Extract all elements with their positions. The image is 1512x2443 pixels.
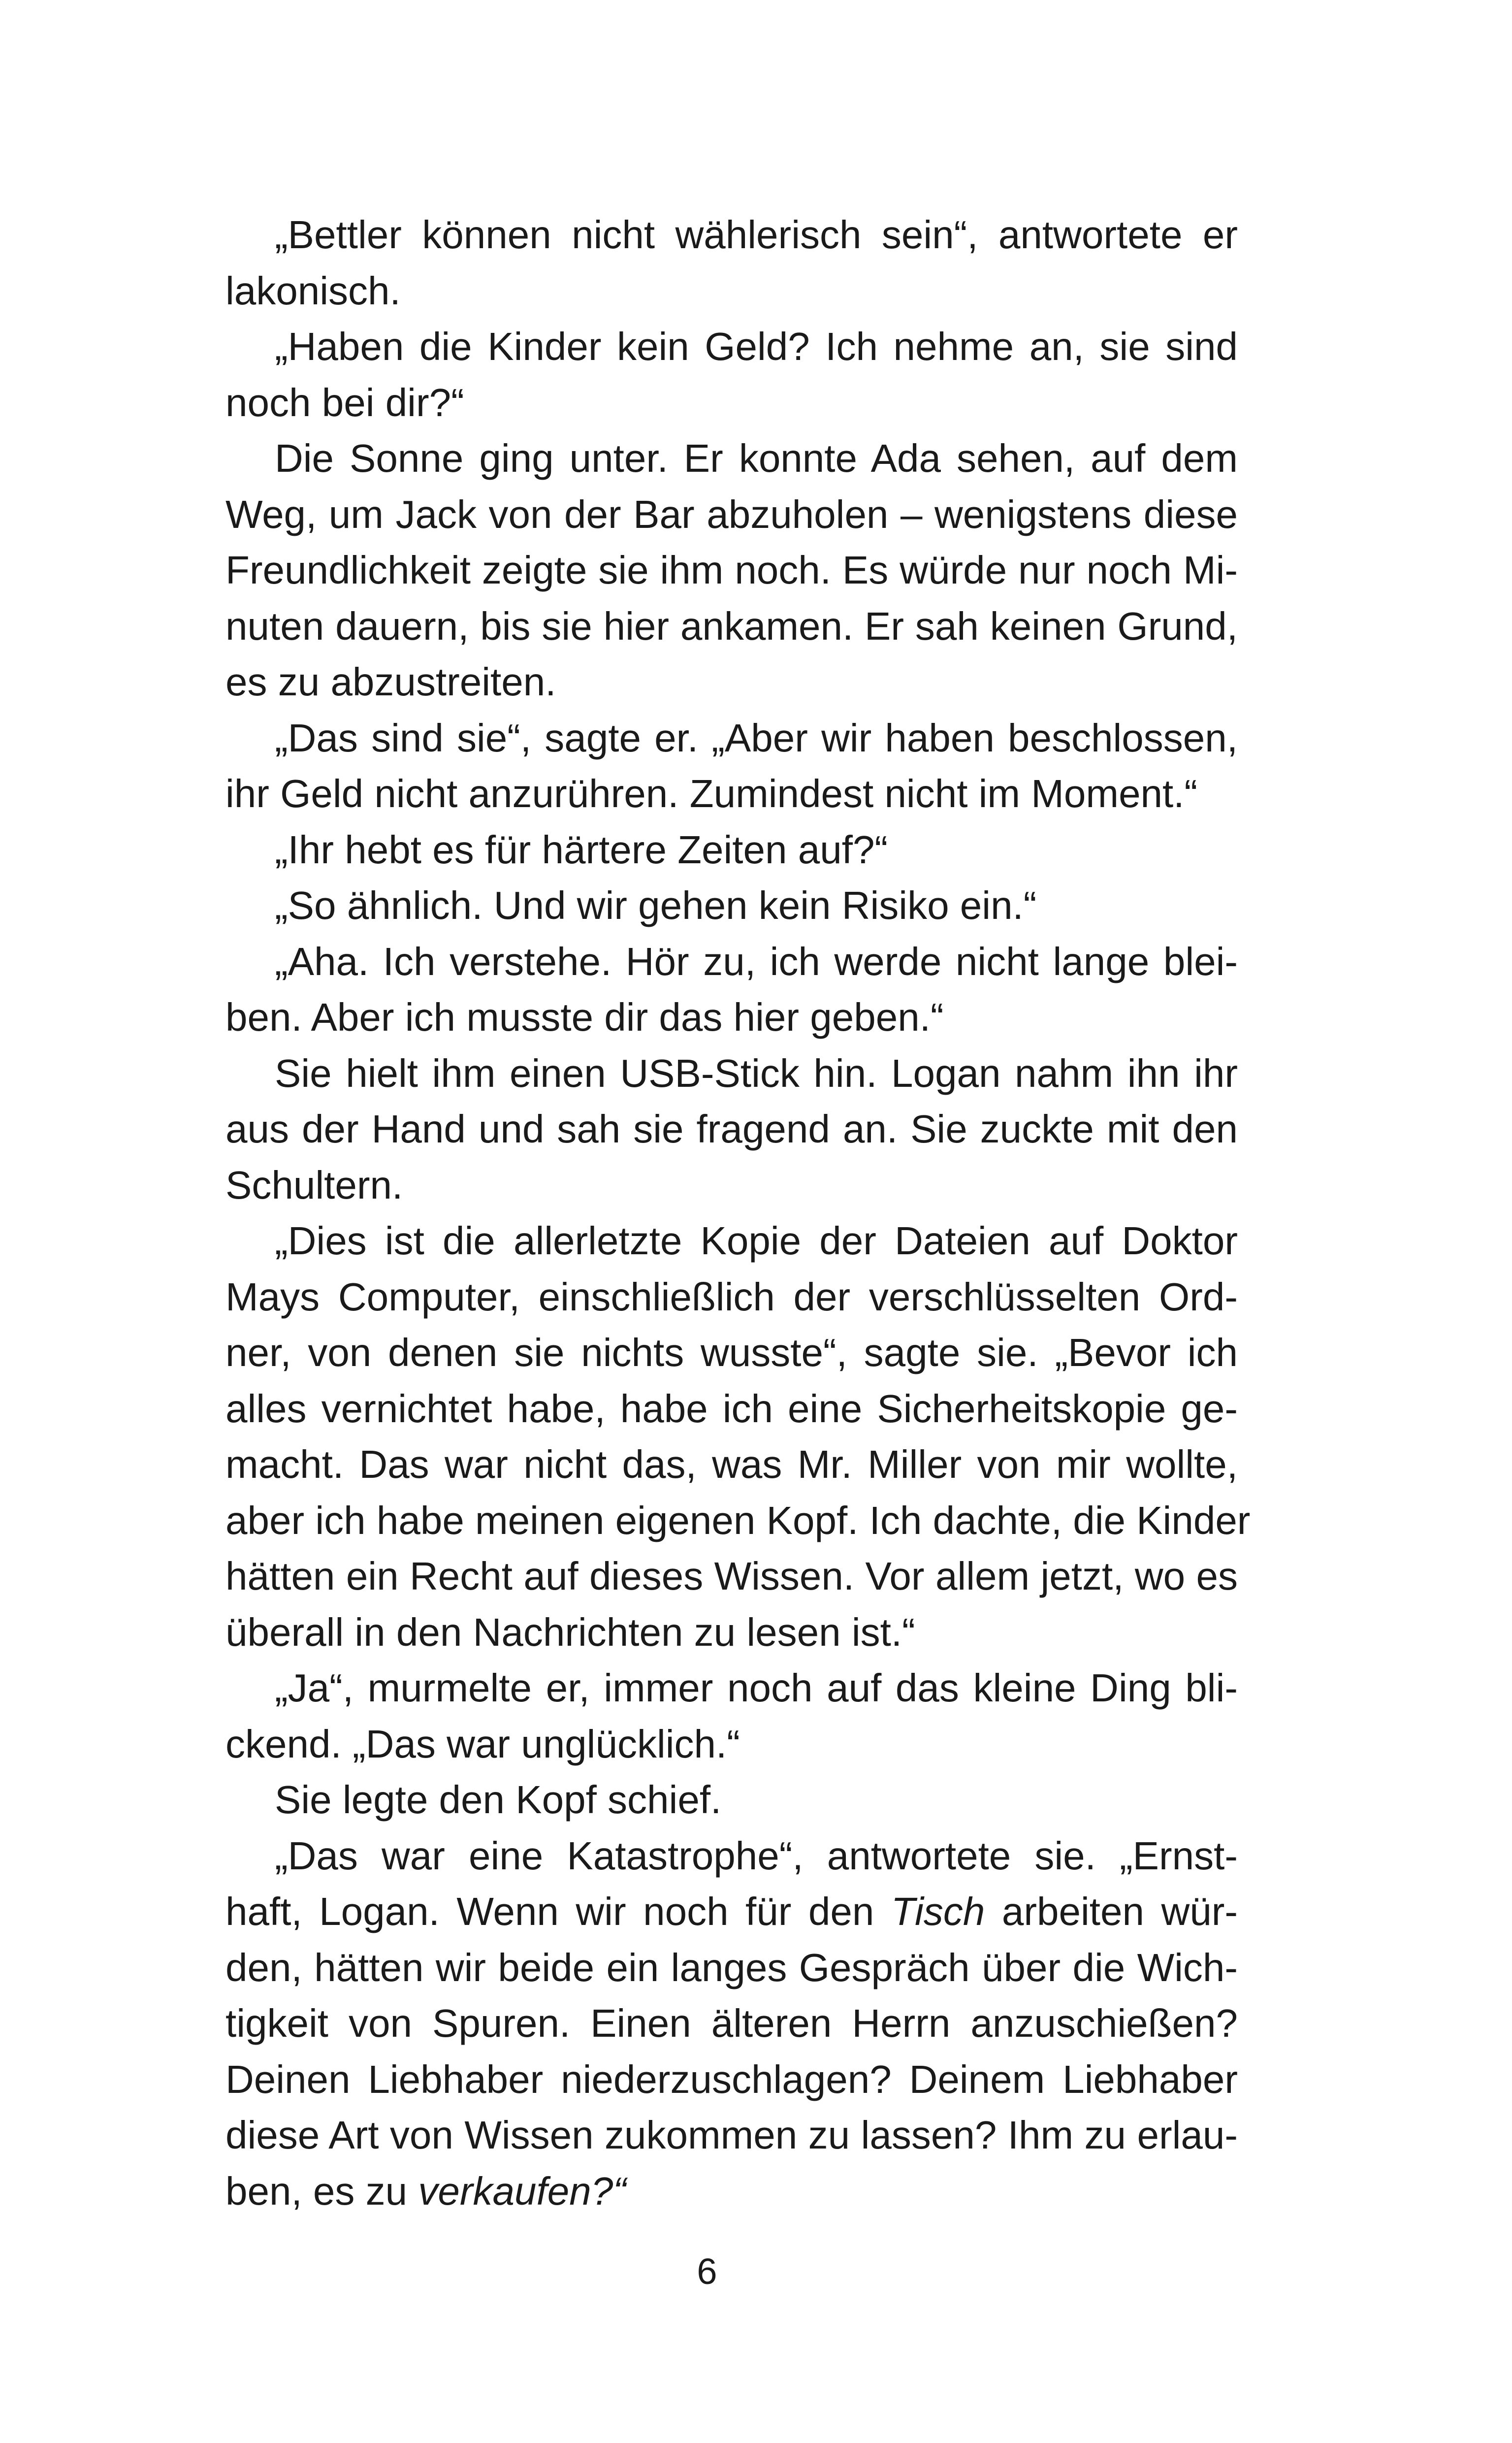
text-line: haft, Logan. Wenn wir noch für den Tisch arbeiten wür- [225, 1889, 1238, 1933]
paragraph [176, 1828, 1238, 2219]
text-line: ben, es zu verkaufen?“ [225, 2169, 626, 2213]
text-line: Sie hielt ihm einen USB-Stick hin. Logan nahm ihn ihr [275, 1051, 1238, 1095]
paragraph [176, 1045, 1238, 1213]
paragraph [176, 207, 1238, 319]
text-line: den, hätten wir beide ein langes Gespräch über die Wich- [225, 1945, 1238, 1989]
paragraph [176, 710, 1238, 822]
text-line: aus der Hand und sah sie fragend an. Sie zuckte mit den [225, 1107, 1238, 1151]
text-line: noch bei dir?“ [225, 380, 464, 424]
text-line: Deinen Liebhaber niederzuschlagen? Deinem Liebhaber [225, 2057, 1238, 2101]
text-line: macht. Das war nicht das, was Mr. Miller von mir wollte, [225, 1442, 1238, 1486]
paragraph [176, 319, 1238, 430]
text-line: es zu abzustreiten. [225, 660, 556, 704]
text-line: Schultern. [225, 1163, 403, 1207]
paragraph [176, 430, 1238, 710]
text-line: tigkeit von Spuren. Einen älteren Herrn anzuschießen? [225, 2001, 1238, 2045]
italic-text: Tisch [891, 1889, 985, 1933]
text-line: „Das war eine Katastrophe“, antwortete sie. „Ernst- [275, 1833, 1238, 1878]
text-line: Freundlichkeit zeigte sie ihm noch. Es würde nur noch Mi- [225, 548, 1238, 592]
paragraph [176, 878, 1238, 934]
text-line: ben. Aber ich musste dir das hier geben.“ [225, 995, 944, 1039]
text-line: ner, von denen sie nichts wusste“, sagte sie. „Bevor ich [225, 1331, 1238, 1374]
italic-text: verkaufen?“ [418, 2169, 626, 2213]
text-line: Mays Computer, einschließlich der verschlüsselten Ord- [225, 1274, 1238, 1319]
paragraph [176, 1660, 1238, 1772]
text-line: „Bettler können nicht wählerisch sein“, antwortete er [275, 213, 1238, 257]
paragraph [176, 1772, 1238, 1828]
text-line: „Dies ist die allerletzte Kopie der Dateien auf Doktor [275, 1219, 1238, 1263]
text-line: lakonisch. [225, 268, 401, 313]
text-line: „Ja“, murmelte er, immer noch auf das kleine Ding bli- [275, 1666, 1238, 1710]
text-line: „Haben die Kinder kein Geld? Ich nehme an, sie sind [275, 325, 1238, 368]
text-line: „Ihr hebt es für härtere Zeiten auf?“ [275, 827, 888, 872]
text-line: hätten ein Recht auf dieses Wissen. Vor allem jetzt, wo es [225, 1554, 1238, 1598]
page-number: 6 [697, 2251, 717, 2292]
text-line: ihr Geld nicht anzurühren. Zumindest nicht im Moment.“ [225, 772, 1198, 815]
text-line: nuten dauern, bis sie hier ankamen. Er sah keinen Grund, [225, 604, 1238, 648]
text-line: „Das sind sie“, sagte er. „Aber wir haben beschlossen, [275, 716, 1238, 760]
text-line: diese Art von Wissen zukommen zu lassen? Ihm zu erlau- [225, 2113, 1238, 2157]
text-line: überall in den Nachrichten zu lesen ist.“ [225, 1610, 915, 1654]
text-line: aber ich habe meinen eigenen Kopf. Ich dachte, die Kinder [225, 1498, 1251, 1542]
paragraph [176, 822, 1238, 878]
body-text [176, 207, 1251, 2219]
text-line: Die Sonne ging unter. Er konnte Ada sehen, auf dem [275, 436, 1238, 480]
text-line: alles vernichtet habe, habe ich eine Sicherheitskopie ge- [225, 1386, 1238, 1431]
text-line: „Aha. Ich verstehe. Hör zu, ich werde nicht lange blei- [275, 939, 1238, 983]
text-line: „So ähnlich. Und wir gehen kein Risiko ein.“ [275, 883, 1037, 927]
text-line: ckend. „Das war unglücklich.“ [225, 1722, 740, 1766]
text-line: Weg, um Jack von der Bar abzuholen – wenigstens diese [225, 492, 1238, 536]
paragraph [176, 934, 1238, 1045]
text-line: Sie legte den Kopf schief. [275, 1778, 722, 1822]
paragraph [176, 1213, 1251, 1660]
